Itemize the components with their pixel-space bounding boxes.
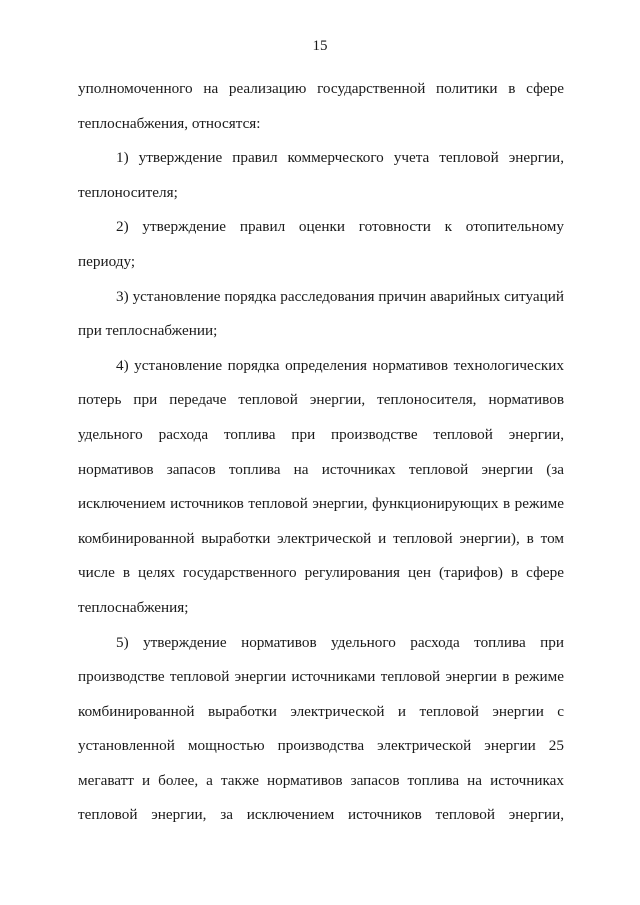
list-item-5: 5) утверждение нормативов удельного расхода топлива при производстве тепловой энергии источниками тепловой энергии в режиме комбинированной выработки электрической и тепловой энергии с установленной мощностью производства электрической энергии 25 мегаватт и более, а также нормативов запасов топлива на источниках тепловой энергии, за исключением источников тепловой энергии,	[78, 633, 564, 824]
list-item-4: 4) установление порядка определения нормативов технологических потерь при передаче тепловой энергии, теплоносителя, нормативов удельного расхода топлива при производстве тепловой энергии, нормативов запасов топлива на источниках тепловой энергии (за исключением источников тепловой энергии, функционирующих в режиме комбинированной выработки электрической и тепловой энергии), в том числе в целях государственного регулирования цен (тарифов) в сфере теплоснабжения;	[78, 356, 564, 616]
document-body	[78, 72, 564, 833]
list-item-1: 1) утверждение правил коммерческого учета тепловой энергии, теплоносителя;	[78, 149, 564, 201]
list-item-2: 2) утверждение правил оценки готовности к отопительному периоду;	[78, 218, 564, 270]
paragraph-continuation: уполномоченного на реализацию государственной политики в сфере теплоснабжения, относятся:	[78, 80, 564, 132]
list-item-3: 3) установление порядка расследования причин аварийных ситуаций при теплоснабжении;	[78, 287, 564, 340]
page-number: 15	[312, 38, 328, 54]
